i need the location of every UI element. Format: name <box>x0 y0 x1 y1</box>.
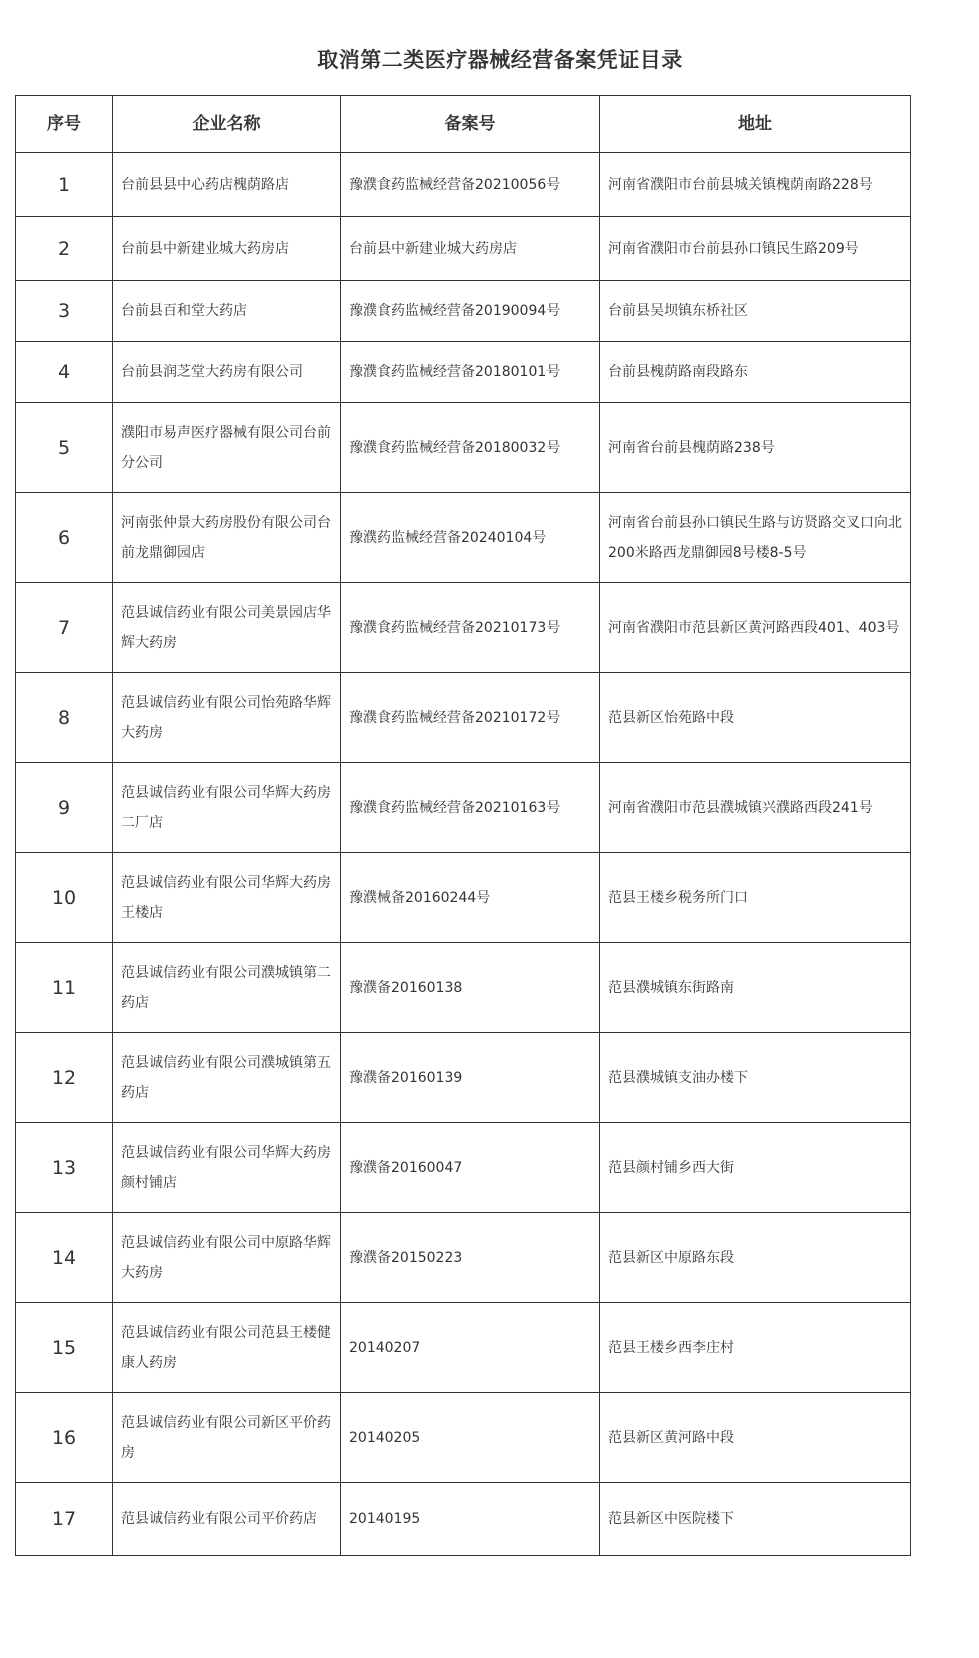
table-row <box>16 403 911 493</box>
company-name: 范县诚信药业有限公司平价药店 <box>113 1483 341 1556</box>
company-name: 范县诚信药业有限公司华辉大药房二厂店 <box>113 763 341 853</box>
address: 范县新区中原路东段 <box>600 1213 911 1303</box>
address: 范县王楼乡税务所门口 <box>600 853 911 943</box>
header-address: 地址 <box>600 96 911 153</box>
header-record-number: 备案号 <box>341 96 600 153</box>
address: 范县濮城镇支油办楼下 <box>600 1033 911 1123</box>
address: 河南省台前县孙口镇民生路与访贤路交叉口向北200米路西龙鼎御园8号楼8-5号 <box>600 493 911 583</box>
table-row <box>16 1393 911 1483</box>
table-row <box>16 1033 911 1123</box>
header-company-name: 企业名称 <box>113 96 341 153</box>
record-number: 豫濮食药监械经营备20210172号 <box>341 673 600 763</box>
row-index: 2 <box>16 217 113 281</box>
table-row <box>16 763 911 853</box>
record-number: 豫濮食药监械经营备20180101号 <box>341 342 600 403</box>
address: 河南省濮阳市范县濮城镇兴濮路西段241号 <box>600 763 911 853</box>
row-index: 12 <box>16 1033 113 1123</box>
row-index: 9 <box>16 763 113 853</box>
company-name: 范县诚信药业有限公司新区平价药房 <box>113 1393 341 1483</box>
record-number: 20140205 <box>341 1393 600 1483</box>
address: 范县新区黄河路中段 <box>600 1393 911 1483</box>
table-row <box>16 1303 911 1393</box>
record-number: 豫濮备20160139 <box>341 1033 600 1123</box>
address: 台前县吴坝镇东桥社区 <box>600 281 911 342</box>
table-row <box>16 493 911 583</box>
company-name: 范县诚信药业有限公司中原路华辉大药房 <box>113 1213 341 1303</box>
company-name: 台前县中新建业城大药房店 <box>113 217 341 281</box>
table-header-row <box>16 96 911 153</box>
row-index: 3 <box>16 281 113 342</box>
table-row <box>16 943 911 1033</box>
record-number: 豫濮食药监械经营备20190094号 <box>341 281 600 342</box>
address: 河南省濮阳市范县新区黄河路西段401、403号 <box>600 583 911 673</box>
address: 河南省台前县槐荫路238号 <box>600 403 911 493</box>
table-row <box>16 281 911 342</box>
company-name: 范县诚信药业有限公司濮城镇第五药店 <box>113 1033 341 1123</box>
record-number: 豫濮械备20160244号 <box>341 853 600 943</box>
address: 台前县槐荫路南段路东 <box>600 342 911 403</box>
row-index: 14 <box>16 1213 113 1303</box>
table-row <box>16 673 911 763</box>
row-index: 10 <box>16 853 113 943</box>
record-number: 20140207 <box>341 1303 600 1393</box>
record-number: 20140195 <box>341 1483 600 1556</box>
row-index: 1 <box>16 153 113 217</box>
row-index: 6 <box>16 493 113 583</box>
address: 范县王楼乡西李庄村 <box>600 1303 911 1393</box>
header-index: 序号 <box>16 96 113 153</box>
catalog-table <box>15 95 911 1556</box>
company-name: 台前县百和堂大药店 <box>113 281 341 342</box>
row-index: 16 <box>16 1393 113 1483</box>
row-index: 11 <box>16 943 113 1033</box>
record-number: 豫濮备20150223 <box>341 1213 600 1303</box>
row-index: 8 <box>16 673 113 763</box>
address: 范县新区中医院楼下 <box>600 1483 911 1556</box>
table-row <box>16 1483 911 1556</box>
company-name: 范县诚信药业有限公司华辉大药房颜村铺店 <box>113 1123 341 1213</box>
record-number: 豫濮食药监械经营备20210163号 <box>341 763 600 853</box>
company-name: 范县诚信药业有限公司濮城镇第二药店 <box>113 943 341 1033</box>
table-row <box>16 1123 911 1213</box>
row-index: 5 <box>16 403 113 493</box>
record-number: 豫濮备20160047 <box>341 1123 600 1213</box>
row-index: 7 <box>16 583 113 673</box>
company-name: 范县诚信药业有限公司美景园店华辉大药房 <box>113 583 341 673</box>
record-number: 豫濮药监械经营备20240104号 <box>341 493 600 583</box>
company-name: 河南张仲景大药房股份有限公司台前龙鼎御园店 <box>113 493 341 583</box>
record-number: 豫濮食药监械经营备20180032号 <box>341 403 600 493</box>
record-number: 豫濮食药监械经营备20210056号 <box>341 153 600 217</box>
record-number: 豫濮备20160138 <box>341 943 600 1033</box>
row-index: 4 <box>16 342 113 403</box>
record-number: 豫濮食药监械经营备20210173号 <box>341 583 600 673</box>
company-name: 台前县润芝堂大药房有限公司 <box>113 342 341 403</box>
table-row <box>16 217 911 281</box>
table-row <box>16 342 911 403</box>
address: 河南省濮阳市台前县孙口镇民生路209号 <box>600 217 911 281</box>
company-name: 范县诚信药业有限公司华辉大药房王楼店 <box>113 853 341 943</box>
row-index: 15 <box>16 1303 113 1393</box>
company-name: 范县诚信药业有限公司怡苑路华辉大药房 <box>113 673 341 763</box>
address: 范县颜村铺乡西大街 <box>600 1123 911 1213</box>
address: 范县新区怡苑路中段 <box>600 673 911 763</box>
table-row <box>16 853 911 943</box>
table-row <box>16 583 911 673</box>
table-row <box>16 153 911 217</box>
row-index: 13 <box>16 1123 113 1213</box>
company-name: 濮阳市易声医疗器械有限公司台前分公司 <box>113 403 341 493</box>
address: 范县濮城镇东街路南 <box>600 943 911 1033</box>
record-number: 台前县中新建业城大药房店 <box>341 217 600 281</box>
table-row <box>16 1213 911 1303</box>
company-name: 台前县县中心药店槐荫路店 <box>113 153 341 217</box>
row-index: 17 <box>16 1483 113 1556</box>
page-title: 取消第二类医疗器械经营备案凭证目录 <box>317 48 683 72</box>
company-name: 范县诚信药业有限公司范县王楼健康人药房 <box>113 1303 341 1393</box>
address: 河南省濮阳市台前县城关镇槐荫南路228号 <box>600 153 911 217</box>
